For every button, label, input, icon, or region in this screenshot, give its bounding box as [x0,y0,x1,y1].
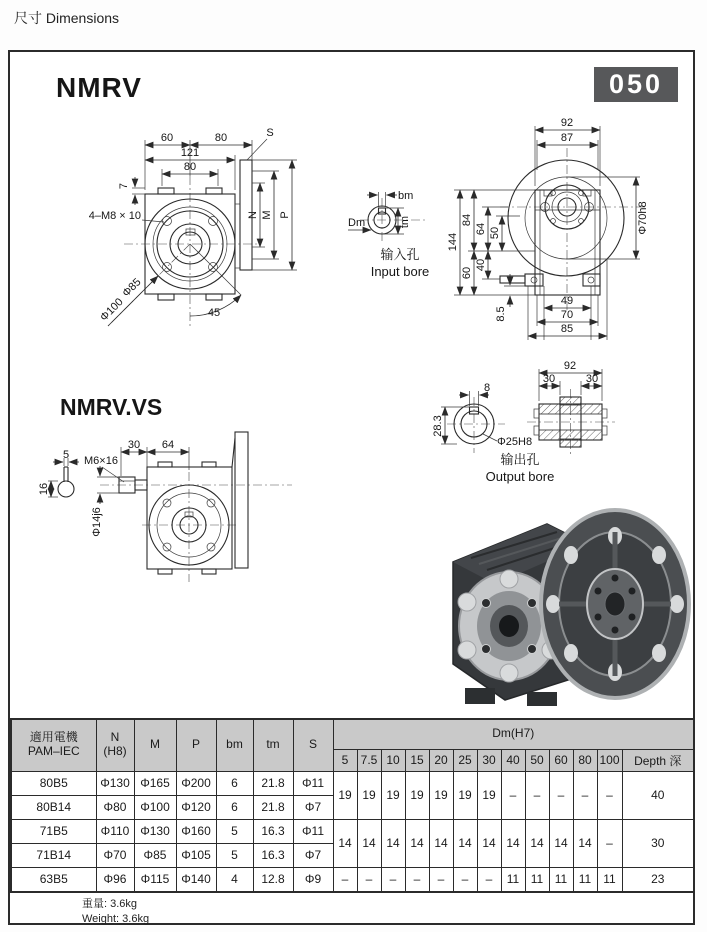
table-cell: Φ105 [176,843,216,867]
back-flange [541,510,689,698]
col-header-dm-size: 25 [453,749,477,771]
dim-label: 28.3 [432,415,444,437]
table-cell: 6 [216,795,253,819]
table-cell: Φ140 [176,867,216,892]
col-header-dm-size: 100 [597,749,622,771]
input-bore-label-en: Input bore [370,263,430,279]
product-photo [435,492,693,710]
dim-label: 80 [214,132,228,144]
cell-model: 63B5 [11,867,96,892]
dim-label: P [279,211,291,219]
dim-label: Dm [348,217,366,229]
table-cell: 5 [216,843,253,867]
table-cell: Φ7 [293,843,333,867]
col-header-s: S [293,719,333,771]
front-view-drawing [46,120,342,352]
table-cell: 11 [501,867,525,892]
dim-label: 80 [183,161,197,173]
table-cell: – [573,771,597,819]
page-title: 尺寸 Dimensions [14,10,120,26]
cell-depth: 30 [622,819,694,867]
col-header-tm: tm [253,719,293,771]
table-cell: 19 [381,771,405,819]
table-cell: Φ130 [134,819,176,843]
table-cell: – [333,867,357,892]
model-vs-heading: NMRV.VS [60,394,163,420]
col-header-bm: bm [216,719,253,771]
dim-label: M [261,210,273,220]
dim-label: 92 [560,117,574,129]
table-cell: – [501,771,525,819]
dim-label: Φ100 [98,296,126,324]
table-row [11,771,694,795]
dim-label: Φ25H8 [497,436,533,448]
table-cell: 14 [501,819,525,867]
col-header-dm-group: Dm(H7) [333,719,694,749]
dim-label: 60 [160,132,174,144]
cell-depth: 23 [622,867,694,892]
col-header-dm-size: 40 [501,749,525,771]
table-cell: 14 [405,819,429,867]
weight-note [82,897,149,928]
content-box [8,50,695,925]
table-cell: – [549,771,573,819]
dim-label: 64 [475,222,487,236]
col-header-m: M [134,719,176,771]
table-cell: 11 [525,867,549,892]
table-cell: 11 [549,867,573,892]
table-cell: 14 [381,819,405,867]
table-cell: 6 [216,771,253,795]
model-heading: NMRV [56,72,142,103]
table-cell: 14 [357,819,381,867]
table-cell: 19 [333,771,357,819]
output-bore-label [450,452,590,486]
dim-label: N [247,211,259,219]
dim-label: 30 [585,373,599,385]
dim-label: M6×16 [84,455,118,467]
table-cell: 16.3 [253,819,293,843]
table-cell: 16.3 [253,843,293,867]
table-cell: Φ80 [96,795,134,819]
table-cell: Φ11 [293,819,333,843]
table-cell: 5 [216,819,253,843]
dim-label: 60 [461,266,473,280]
col-header-depth: Depth 深 [622,749,694,771]
dim-label: 5 [62,449,70,461]
cell-depth: 40 [622,771,694,819]
table-cell: Φ130 [96,771,134,795]
table-cell: 11 [573,867,597,892]
dim-label: 121 [180,147,200,159]
table-cell: 19 [429,771,453,819]
dim-label: 84 [461,213,473,227]
col-header-pam-iec: 適用電機 PAM–IEC [11,719,96,771]
table-cell: Φ200 [176,771,216,795]
dim-label: 87 [560,132,574,144]
table-cell: – [525,771,549,819]
col-header-p: P [176,719,216,771]
table-cell: Φ96 [96,867,134,892]
cell-model: 80B5 [11,771,96,795]
table-cell: Φ165 [134,771,176,795]
table-cell: – [381,867,405,892]
table-cell: 14 [525,819,549,867]
dim-label: 144 [447,232,459,252]
dim-label: 16 [38,482,50,496]
col-header-dm-size: 10 [381,749,405,771]
dim-label: 30 [127,439,141,451]
col-header-dm-size: 50 [525,749,549,771]
table-cell: Φ120 [176,795,216,819]
col-header-dm-size: 15 [405,749,429,771]
dim-label: 30 [542,373,556,385]
dim-label: 4–M8 × 10 [88,210,141,222]
table-cell: – [597,771,622,819]
weight-en: Weight: 3.6kg [82,913,150,926]
dim-label: 8.5 [495,306,507,322]
table-cell: 4 [216,867,253,892]
col-header-n: N (H8) [96,719,134,771]
col-header-dm-size: 7.5 [357,749,381,771]
table-cell: 21.8 [253,795,293,819]
table-cell: 12.8 [253,867,293,892]
input-bore-label-zh: 输入孔 [380,247,420,262]
table-cell: 11 [597,867,622,892]
table-cell: – [357,867,381,892]
table-cell: Φ70 [96,843,134,867]
table-row [11,819,694,843]
vs-view-drawing [40,430,340,625]
col-header-dm-size: 5 [333,749,357,771]
dim-label: 40 [475,258,487,272]
table-cell: 21.8 [253,771,293,795]
table-cell: – [453,867,477,892]
table-cell: 19 [453,771,477,819]
table-cell: Φ9 [293,867,333,892]
dim-label: Φ14j6 [91,507,103,537]
dimensions-table [10,718,695,893]
dim-label: 7 [118,182,130,190]
dim-label: 8 [483,382,491,394]
dim-label: 85 [560,323,574,335]
table-cell: 14 [453,819,477,867]
table-cell: Φ115 [134,867,176,892]
col-header-dm-size: 30 [477,749,501,771]
table-cell: 14 [429,819,453,867]
table-cell: Φ11 [293,771,333,795]
table-cell: Φ100 [134,795,176,819]
dim-label: bm [398,190,414,202]
table-cell: 19 [357,771,381,819]
table-cell: Φ160 [176,819,216,843]
table-cell: 14 [549,819,573,867]
dim-label: 49 [560,295,574,307]
table-row [11,867,694,892]
table-cell: – [429,867,453,892]
table-cell: 14 [573,819,597,867]
size-badge: 050 [594,67,678,102]
table-cell: Φ85 [134,843,176,867]
cell-model: 71B5 [11,819,96,843]
table-cell: 19 [405,771,429,819]
back-view-drawing [440,110,690,350]
table-cell: 19 [477,771,501,819]
table-cell: – [597,819,622,867]
cell-model: 71B14 [11,843,96,867]
dim-label: 92 [563,360,577,372]
cell-model: 80B14 [11,795,96,819]
col-header-dm-size: 80 [573,749,597,771]
dim-label: 64 [161,439,175,451]
output-bore-label-en: Output bore [485,468,555,484]
dim-label: 45 [207,307,221,319]
col-header-dm-size: 60 [549,749,573,771]
table-cell: 14 [477,819,501,867]
dim-label: S [266,127,274,139]
table-cell: 14 [333,819,357,867]
dim-label: 70 [560,309,574,321]
table-cell: Φ7 [293,795,333,819]
dim-label: Φ85 [120,276,144,300]
col-header-dm-size: 20 [429,749,453,771]
dim-label: 50 [489,226,501,240]
dim-label: Φ70h8 [637,201,649,235]
dim-label: tm [399,215,411,229]
table-cell: – [405,867,429,892]
table-cell: Φ110 [96,819,134,843]
output-bore-label-zh: 输出孔 [500,452,540,467]
table-cell: – [477,867,501,892]
weight-zh: 重量: 3.6kg [82,898,138,910]
